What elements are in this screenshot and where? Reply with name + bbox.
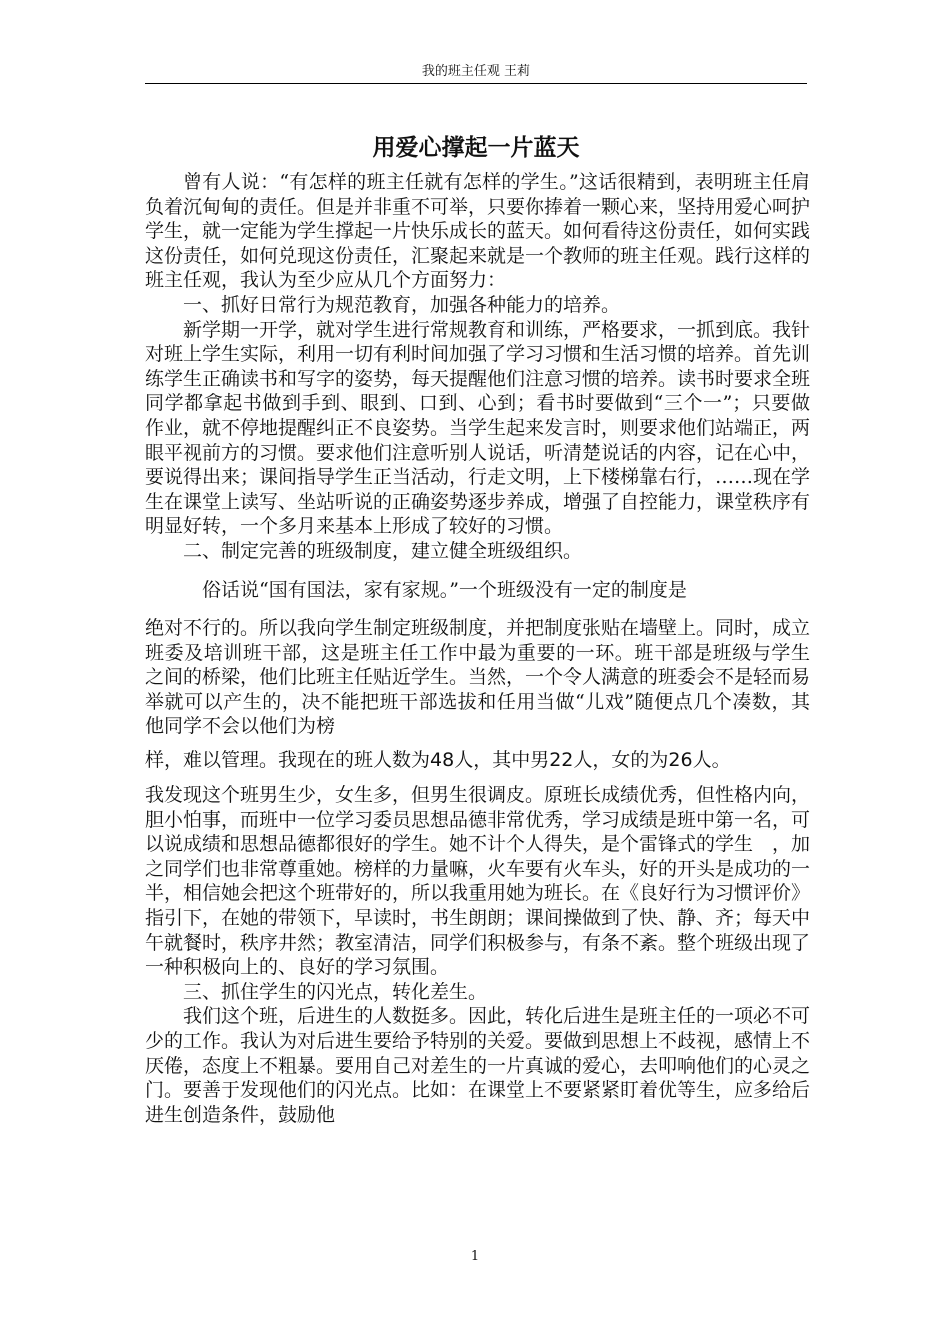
paragraph-section-3: 我们这个班，后进生的人数挺多。因此，转化后进生是班主任的一项必不可少的工作。我认为对后进生要给予特别的关爱。要做到思想上不歧视，感情上不厌倦，态度上不粗暴。要用自己对差生的一片真诚的爱心，去叩响他们的心灵之门。要善于发现他们的闪光点。比如：在课堂上不要紧紧盯着优等生，应多给后进生创造条件，鼓励他 xyxy=(145,1005,811,1126)
running-header: 我的班主任观 王莉 xyxy=(421,64,531,79)
paragraph-intro: 曾有人说：“有怎样的班主任就有怎样的学生。”这话很精到，表明班主任肩负着沉甸甸的责任。但是并非重不可举，只要你捧着一颗心来，坚持用爱心呵护学生，就一定能为学生撑起一片快乐成长的蓝天。如何看待这份责任，如何实践这份责任，如何兑现这份责任，汇聚起来就是一个教师的班主任观。践行这样的班主任观，我认为至少应从几个方面努力： xyxy=(145,171,811,292)
text-run: 样，难以管理。我现在的班人数为 xyxy=(145,749,431,772)
text-run: 人。 xyxy=(692,749,731,772)
section-heading-2: 二、制定完善的班级制度，建立健全班级组织。 xyxy=(183,539,583,562)
female-count: 26 xyxy=(668,749,693,772)
document-body xyxy=(145,170,830,1127)
paragraph-section-2-cont: 绝对不行的。所以我向学生制定班级制度，并把制度张贴在墙壁上。同时，成立班委及培训班干部，这是班主任工作中最为重要的一环。班干部是班级与学生 之间的桥梁，他们比班主任贴近学生。当然，一个令人满意的班委会不是轻而易举就可以产生的，决不能把班干部选拔和任用当做“儿戏”随便点几个凑数，其他同学不会以他们为榜 xyxy=(145,617,830,738)
paragraph-section-2-first-line: 俗话说“国有国法，家有家规。”一个班级没有一定的制度是 xyxy=(202,578,687,601)
page-number: 1 xyxy=(470,1249,480,1264)
section-heading-3: 三、抓住学生的闪光点，转化差生。 xyxy=(183,980,488,1003)
text-run: 人，其中男 xyxy=(454,749,550,772)
paragraph-section-2-rest: 我发现这个班男生少，女生多，但男生很调皮。原班长成绩优秀，但性格内向，胆小怕事，而班中一位学习委员思想品德非常优秀，学习成绩是班中第一名，可以说成绩和思想品德都很好的学生。她不计个人得失，是个雷锋式的学生 ，加之同学们也非常尊重她。榜样的力量嘛，火车要有火车头，好的开头是成功的一半，相信她会把这个班带好的，所以我重用她为班长。在《良好行为习惯评价》指引下，在她的带领下，早读时，书生朗朗；课间操做到了快、静、齐；每天中午就餐时，秩序井然；教室清洁，同学们积极参与，有条不紊。整个班级出现了一种积极向上的、良好的学习氛围。 xyxy=(145,784,811,979)
section-heading-1: 一、抓好日常行为规范教育，加强各种能力的培养。 xyxy=(183,293,621,316)
male-count: 22 xyxy=(549,749,574,772)
header-rule xyxy=(145,83,807,84)
paragraph-section-2-numbers xyxy=(145,737,810,783)
text-run: 人，女的为 xyxy=(573,749,669,772)
page-title: 用爱心撑起一片蓝天 xyxy=(372,134,580,161)
total-count: 48 xyxy=(430,749,455,772)
paragraph-section-1: 新学期一开学，就对学生进行常规教育和训练，严格要求，一抓到底。我针对班上学生实际，利用一切有利时间加强了学习习惯和生活习惯的培养。首先训练学生正确读书和写字的姿势，每天提醒他们注意习惯的培养。读书时要求全班同学都拿起书做到手到、眼到、口到、心到；看书时要做到“三个一”；只要做作业，就不停地提醒纠正不良姿势。当学生起来发言时，则要求他们站端正，两眼平视前方的习惯。要求他们注意听别人说话，听清楚说话的内容，记在心中，要说得出来；课间指导学生正当活动，行走文明，上下楼梯靠右行，……现在学生在课堂上读写、坐站听说的正确姿势逐步养成，增强了自控能力，课堂秩序有明显好转，一个多月来基本上形成了较好的习惯。 xyxy=(145,318,811,538)
